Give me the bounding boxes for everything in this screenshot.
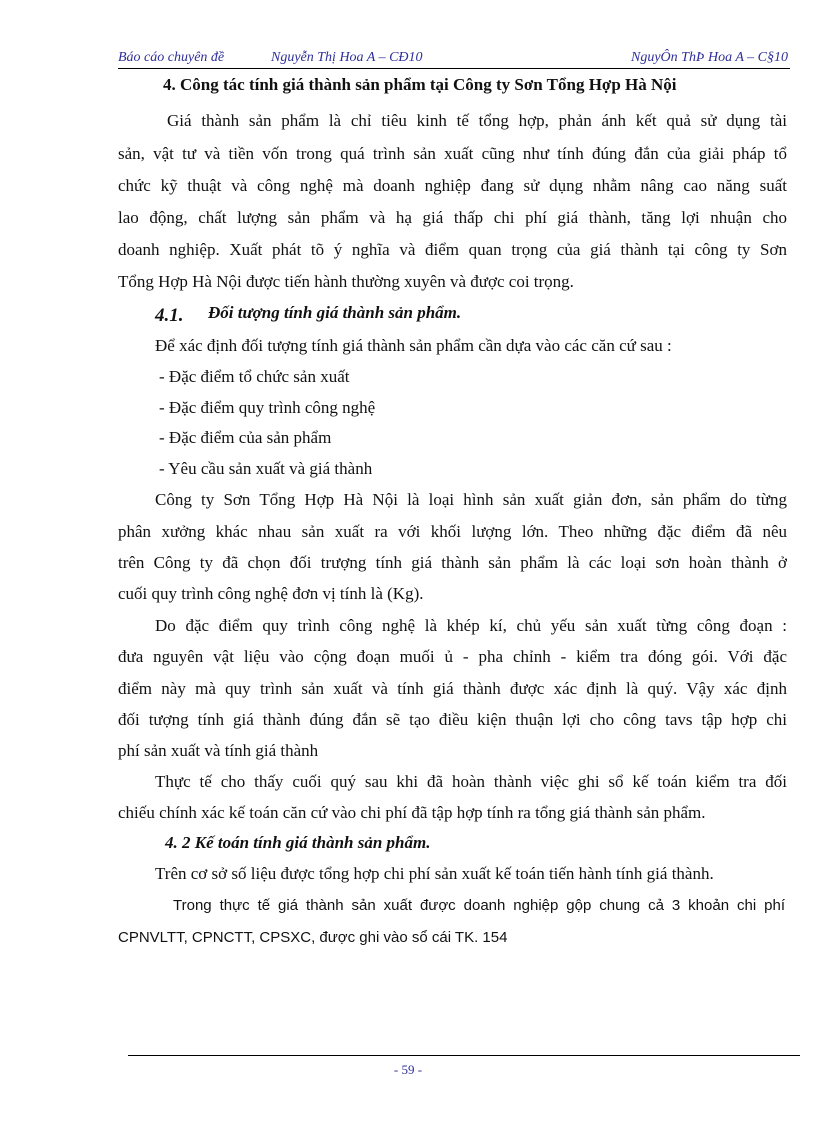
para2-line-2: phân xưởng khác nhau sản xuất ra với khối lượng lớn. Theo những đặc điểm đã nêu <box>118 522 787 541</box>
basis-item: - Đặc điểm của sản phẩm <box>159 428 332 447</box>
page-header <box>118 48 790 69</box>
intro-line-1: Giá thành sản phẩm là chỉ tiêu kinh tế tổng hợp, phản ánh kết quả sử dụng tài <box>167 111 787 130</box>
para3-line-3: điểm này mà quy trình sản xuất và tính giá thành được xác định là quý. Vậy xác định <box>118 679 787 698</box>
basis-item: - Yêu cầu sản xuất và giá thành <box>159 459 373 478</box>
subsection-number: 4.1. <box>155 305 184 326</box>
basis-item: - Đặc điểm quy trình công nghệ <box>159 398 376 417</box>
para2-line-4: cuối quy trình công nghệ đơn vị tính là (Kg). <box>118 584 424 603</box>
intro-line-5: doanh nghiệp. Xuất phát tõ ý nghĩa và điểm quan trọng của giá thành tại công ty Sơn <box>118 240 787 259</box>
para2-line-3: trên Công ty đã chọn đối trượng tính giá thành sản phẩm là các loại sơn hoàn thành ở <box>118 553 787 572</box>
para4-line-1: Thực tế cho thấy cuối quý sau khi đã hoàn thành việc ghi sổ kế toán kiểm tra đối <box>155 772 787 791</box>
para3-line-1: Do đặc điểm quy trình công nghệ là khép kí, chủ yếu sản xuất từng công đoạn : <box>155 616 787 635</box>
section-title: 4. Công tác tính giá thành sản phẩm tại Công ty Sơn Tổng Hợp Hà Nội <box>163 75 677 94</box>
header-report-type: Báo cáo chuyên đề <box>118 50 225 65</box>
basis-item: - Đặc điểm tổ chức sản xuất <box>159 367 350 386</box>
page-number: - 59 - <box>393 1062 423 1077</box>
para3-line-2: đưa nguyên vật liệu vào cộng đoạn muối ủ - pha chỉnh - kiểm tra đóng gói. Với đặc <box>118 647 787 666</box>
subsection-title: Đối tượng tính giá thành sản phẩm. <box>208 303 462 322</box>
para4-line-2: chiếu chính xác kế toán căn cứ vào chi phí đã tập hợp tính ra tổng giá thành sản phẩm. <box>118 803 706 822</box>
header-author-garbled: NguyÔn ThÞ Hoa A – C§10 <box>631 50 788 65</box>
para6-line-1: Trong thực tế giá thành sản xuất được doanh nghiệp gộp chung cả 3 khoản chi phí <box>173 897 785 914</box>
basis-intro: Để xác định đối tượng tính giá thành sản phẩm cần dựa vào các căn cứ sau : <box>155 336 672 355</box>
footer-rule <box>128 1055 800 1056</box>
para3-line-5: phí sản xuất và tính giá thành <box>118 741 319 760</box>
intro-line-4: lao động, chất lượng sản phẩm và hạ giá thấp chi phí giá thành, tăng lợi nhuận cho <box>118 208 787 227</box>
para5: Trên cơ sở số liệu được tổng hợp chi phí sản xuất kế toán tiến hành tính giá thành. <box>155 864 714 883</box>
intro-line-2: sản, vật tư và tiền vốn trong quá trình sản xuất cũng như tính đúng đắn của giải pháp tổ <box>118 144 787 163</box>
intro-line-6: Tổng Hợp Hà Nội được tiến hành thường xuyên và được coi trọng. <box>118 272 574 291</box>
para3-line-4: đối tượng tính giá thành đúng đắn sẽ tạo điều kiện thuận lợi cho công tavs tập hợp chi <box>118 710 787 729</box>
header-author: Nguyễn Thị Hoa A – CĐ10 <box>271 50 423 65</box>
subsection-2-title: 4. 2 Kế toán tính giá thành sản phẩm. <box>165 833 431 852</box>
intro-line-3: chức kỹ thuật và công nghệ mà doanh nghiệp đang sử dụng nhằm nâng cao năng suất <box>118 176 787 195</box>
para2-line-1: Công ty Sơn Tổng Hợp Hà Nội là loại hình sản xuất giản đơn, sản phẩm do từng <box>155 490 787 509</box>
para6-line-2: CPNVLTT, CPNCTT, CPSXC, được ghi vào sổ cái TK. 154 <box>118 929 508 946</box>
